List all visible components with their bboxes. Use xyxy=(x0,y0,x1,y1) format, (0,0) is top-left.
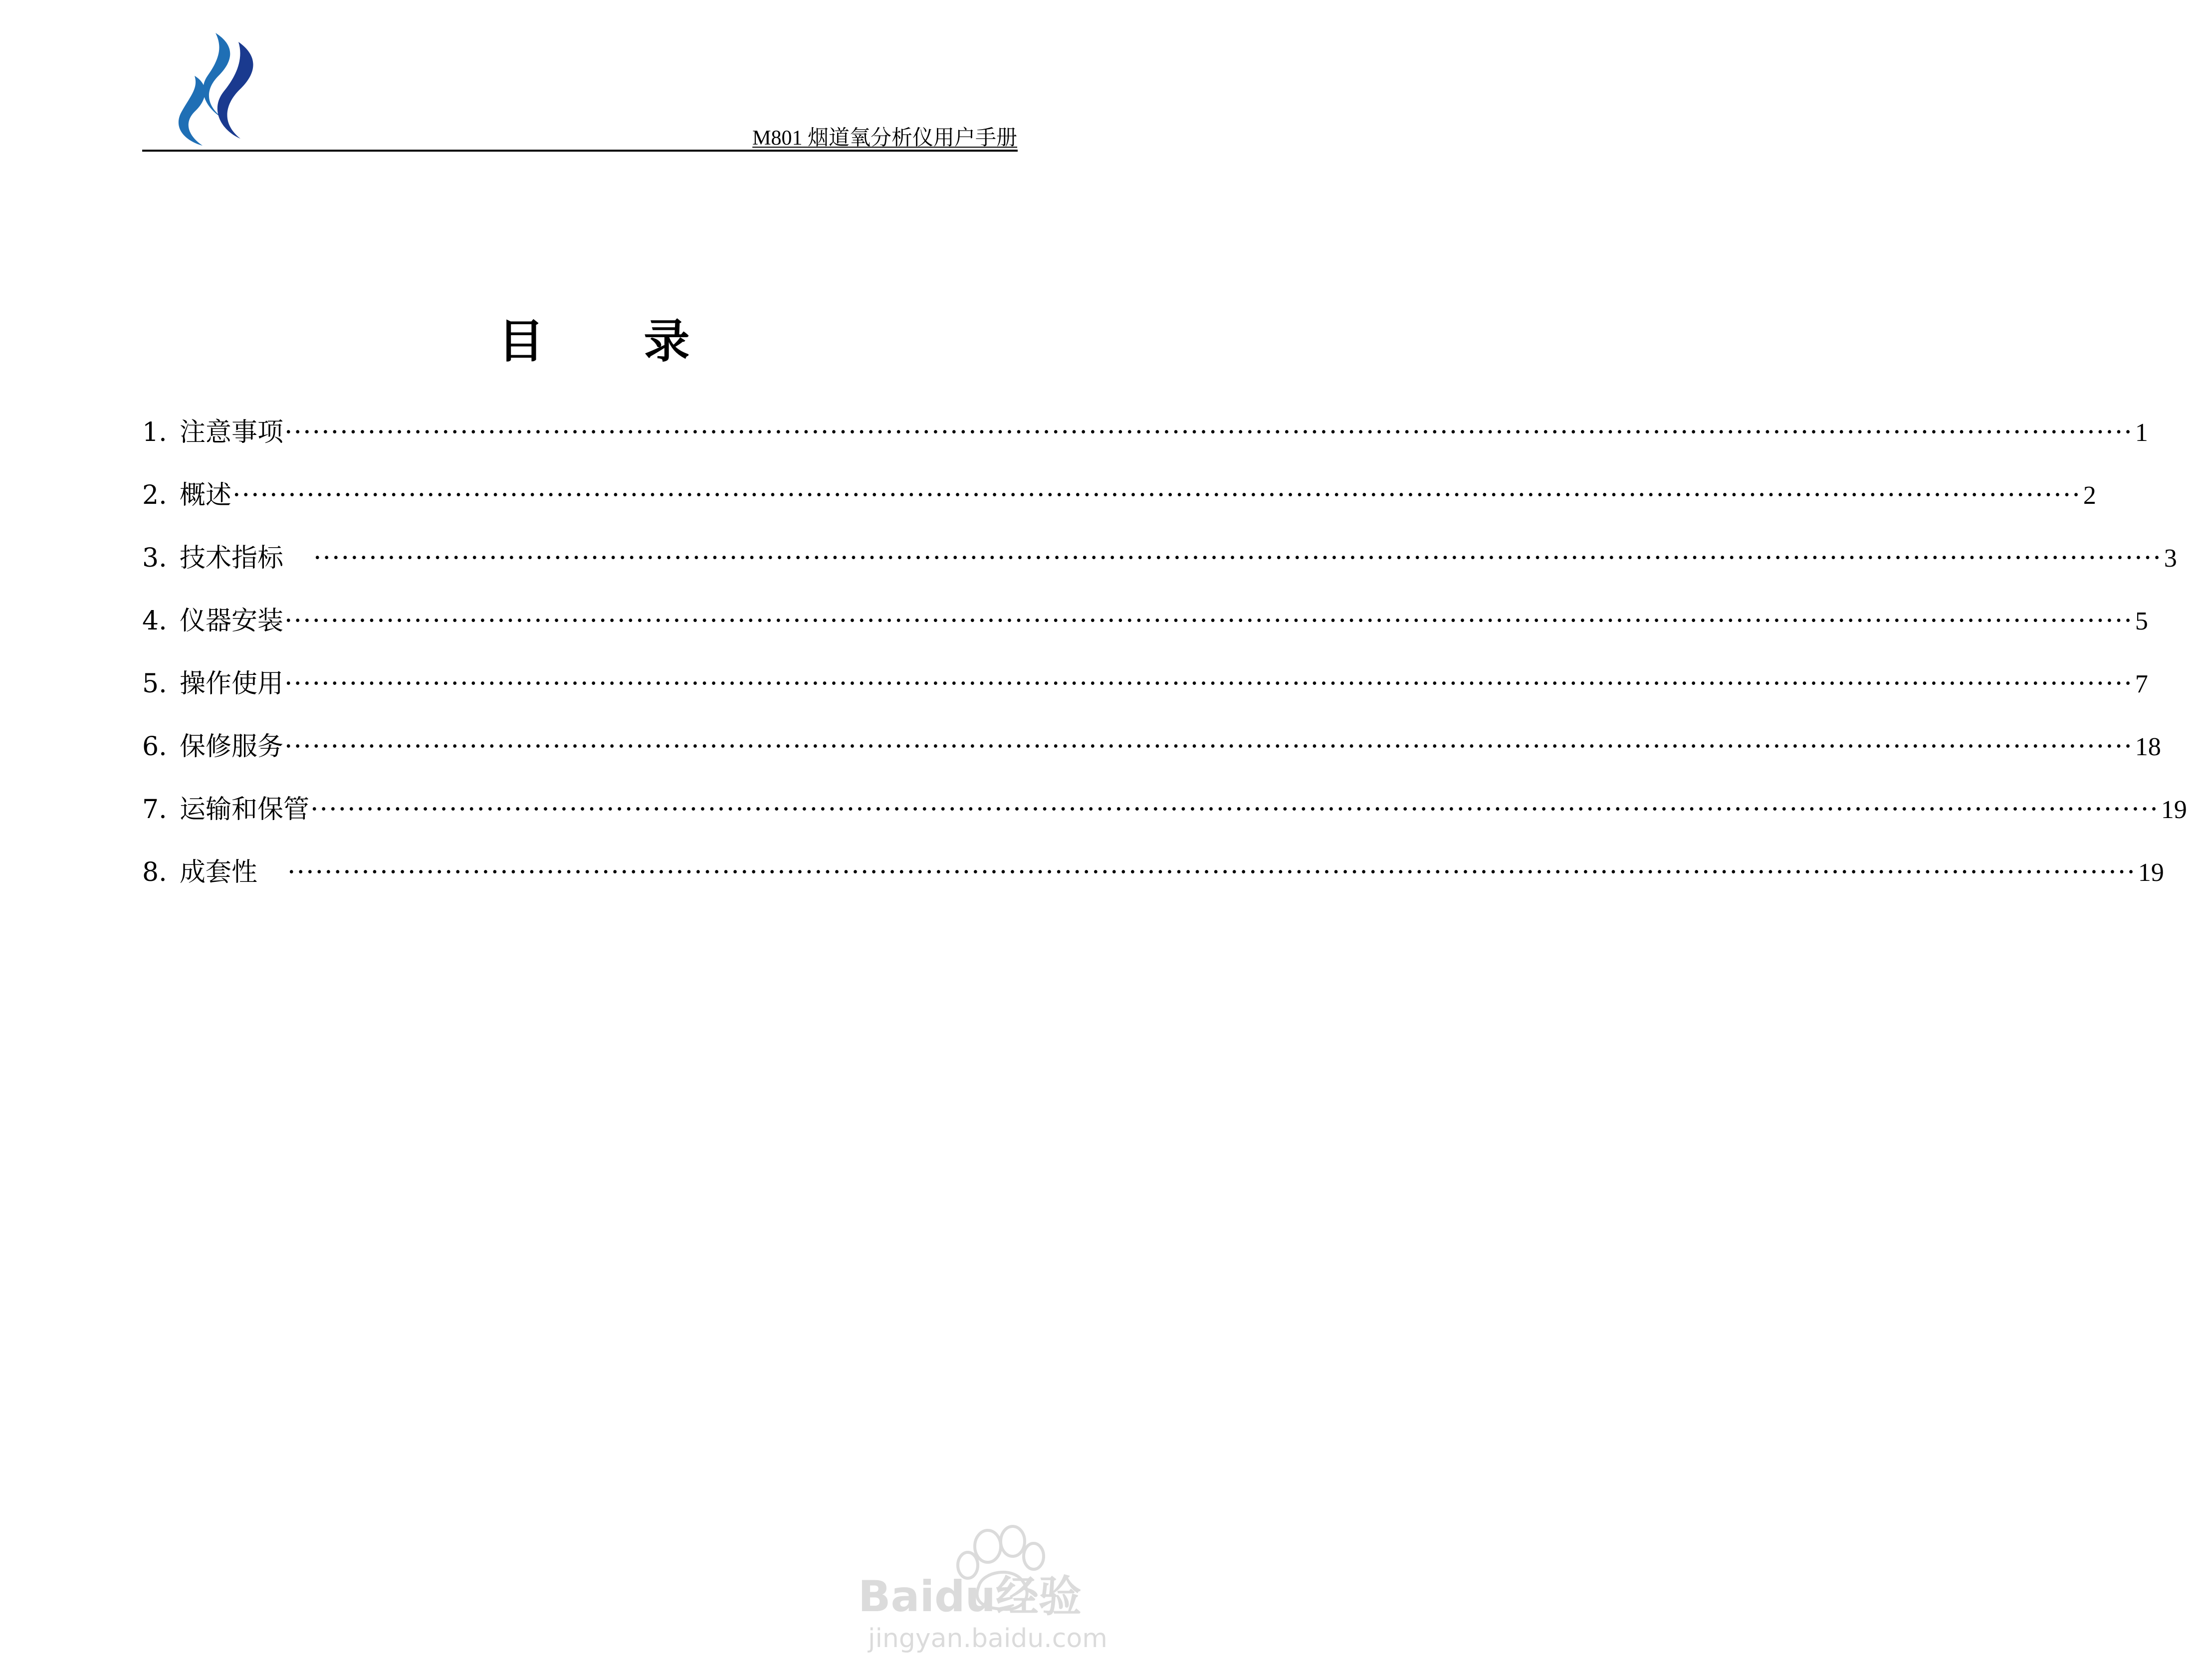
toc-entry-label: 技术指标 xyxy=(180,543,284,573)
toc-entry-number: 6. xyxy=(142,732,167,762)
toc-entry-number: 4. xyxy=(142,606,167,636)
toc-entry-page: 1 xyxy=(2135,419,2148,447)
toc-entry-page: 2 xyxy=(2083,481,2096,510)
toc-entry-number: 5. xyxy=(142,669,167,699)
toc-heading xyxy=(0,314,1188,369)
toc-entry-page: 7 xyxy=(2135,670,2148,698)
toc-heading-right: 录 xyxy=(644,315,690,368)
toc-dot-leader: ········································································································································································································ xyxy=(284,732,2133,762)
toc-entry-label: 操作使用 xyxy=(180,669,284,699)
watermark-url: jingyan.baidu.com xyxy=(868,1624,1107,1654)
toc-entry[interactable] xyxy=(142,792,2187,855)
toc-dot-leader: ········································································································································································································ xyxy=(284,669,2133,699)
toc-entry-label: 运输和保管 xyxy=(180,795,310,825)
toc-entry-label: 保修服务 xyxy=(180,732,284,762)
toc-heading-left: 目 xyxy=(498,315,544,368)
toc-dot-leader: ········································································································································································································ xyxy=(284,606,2133,636)
toc-entry-number: 7. xyxy=(142,795,167,825)
toc-entry[interactable] xyxy=(142,604,2148,666)
toc-entry-label: 成套性 xyxy=(180,857,258,887)
company-logo-icon xyxy=(160,30,269,150)
toc-entry[interactable] xyxy=(142,415,2148,478)
toc-entry-number: 3. xyxy=(142,543,167,573)
toc-list xyxy=(142,415,2187,918)
header-title: M801 烟道氧分析仪用户手册 xyxy=(752,127,1017,150)
toc-entry-number: 8. xyxy=(142,857,167,887)
toc-entry-label: 注意事项 xyxy=(180,418,284,447)
toc-entry-page: 19 xyxy=(2138,858,2164,887)
toc-entry-number: 1. xyxy=(142,418,167,447)
header-divider xyxy=(142,150,1018,152)
toc-entry-label: 概述 xyxy=(180,480,232,510)
toc-entry-label: 仪器安装 xyxy=(180,606,284,636)
toc-dot-leader: ········································································································································································································ xyxy=(310,795,2159,825)
toc-entry-page: 18 xyxy=(2135,733,2161,761)
toc-dot-leader: ········································································································································································································ xyxy=(313,543,2162,573)
toc-entry[interactable] xyxy=(142,541,2177,604)
toc-dot-leader: ········································································································································································································ xyxy=(284,418,2133,447)
toc-entry[interactable] xyxy=(142,478,2096,541)
toc-entry-page: 19 xyxy=(2161,796,2187,824)
toc-entry[interactable] xyxy=(142,855,2164,918)
toc-entry-page: 3 xyxy=(2164,544,2177,573)
baidu-jingyan-watermark-icon xyxy=(848,1511,1127,1661)
toc-dot-leader: ········································································································································································································ xyxy=(232,480,2081,510)
toc-entry-number: 2. xyxy=(142,480,167,510)
toc-entry[interactable] xyxy=(142,666,2148,729)
toc-entry-page: 5 xyxy=(2135,607,2148,635)
toc-entry[interactable] xyxy=(142,729,2161,792)
watermark-brand: Baidu经验 xyxy=(858,1572,1082,1622)
toc-dot-leader: ········································································································································································································ xyxy=(287,857,2136,887)
